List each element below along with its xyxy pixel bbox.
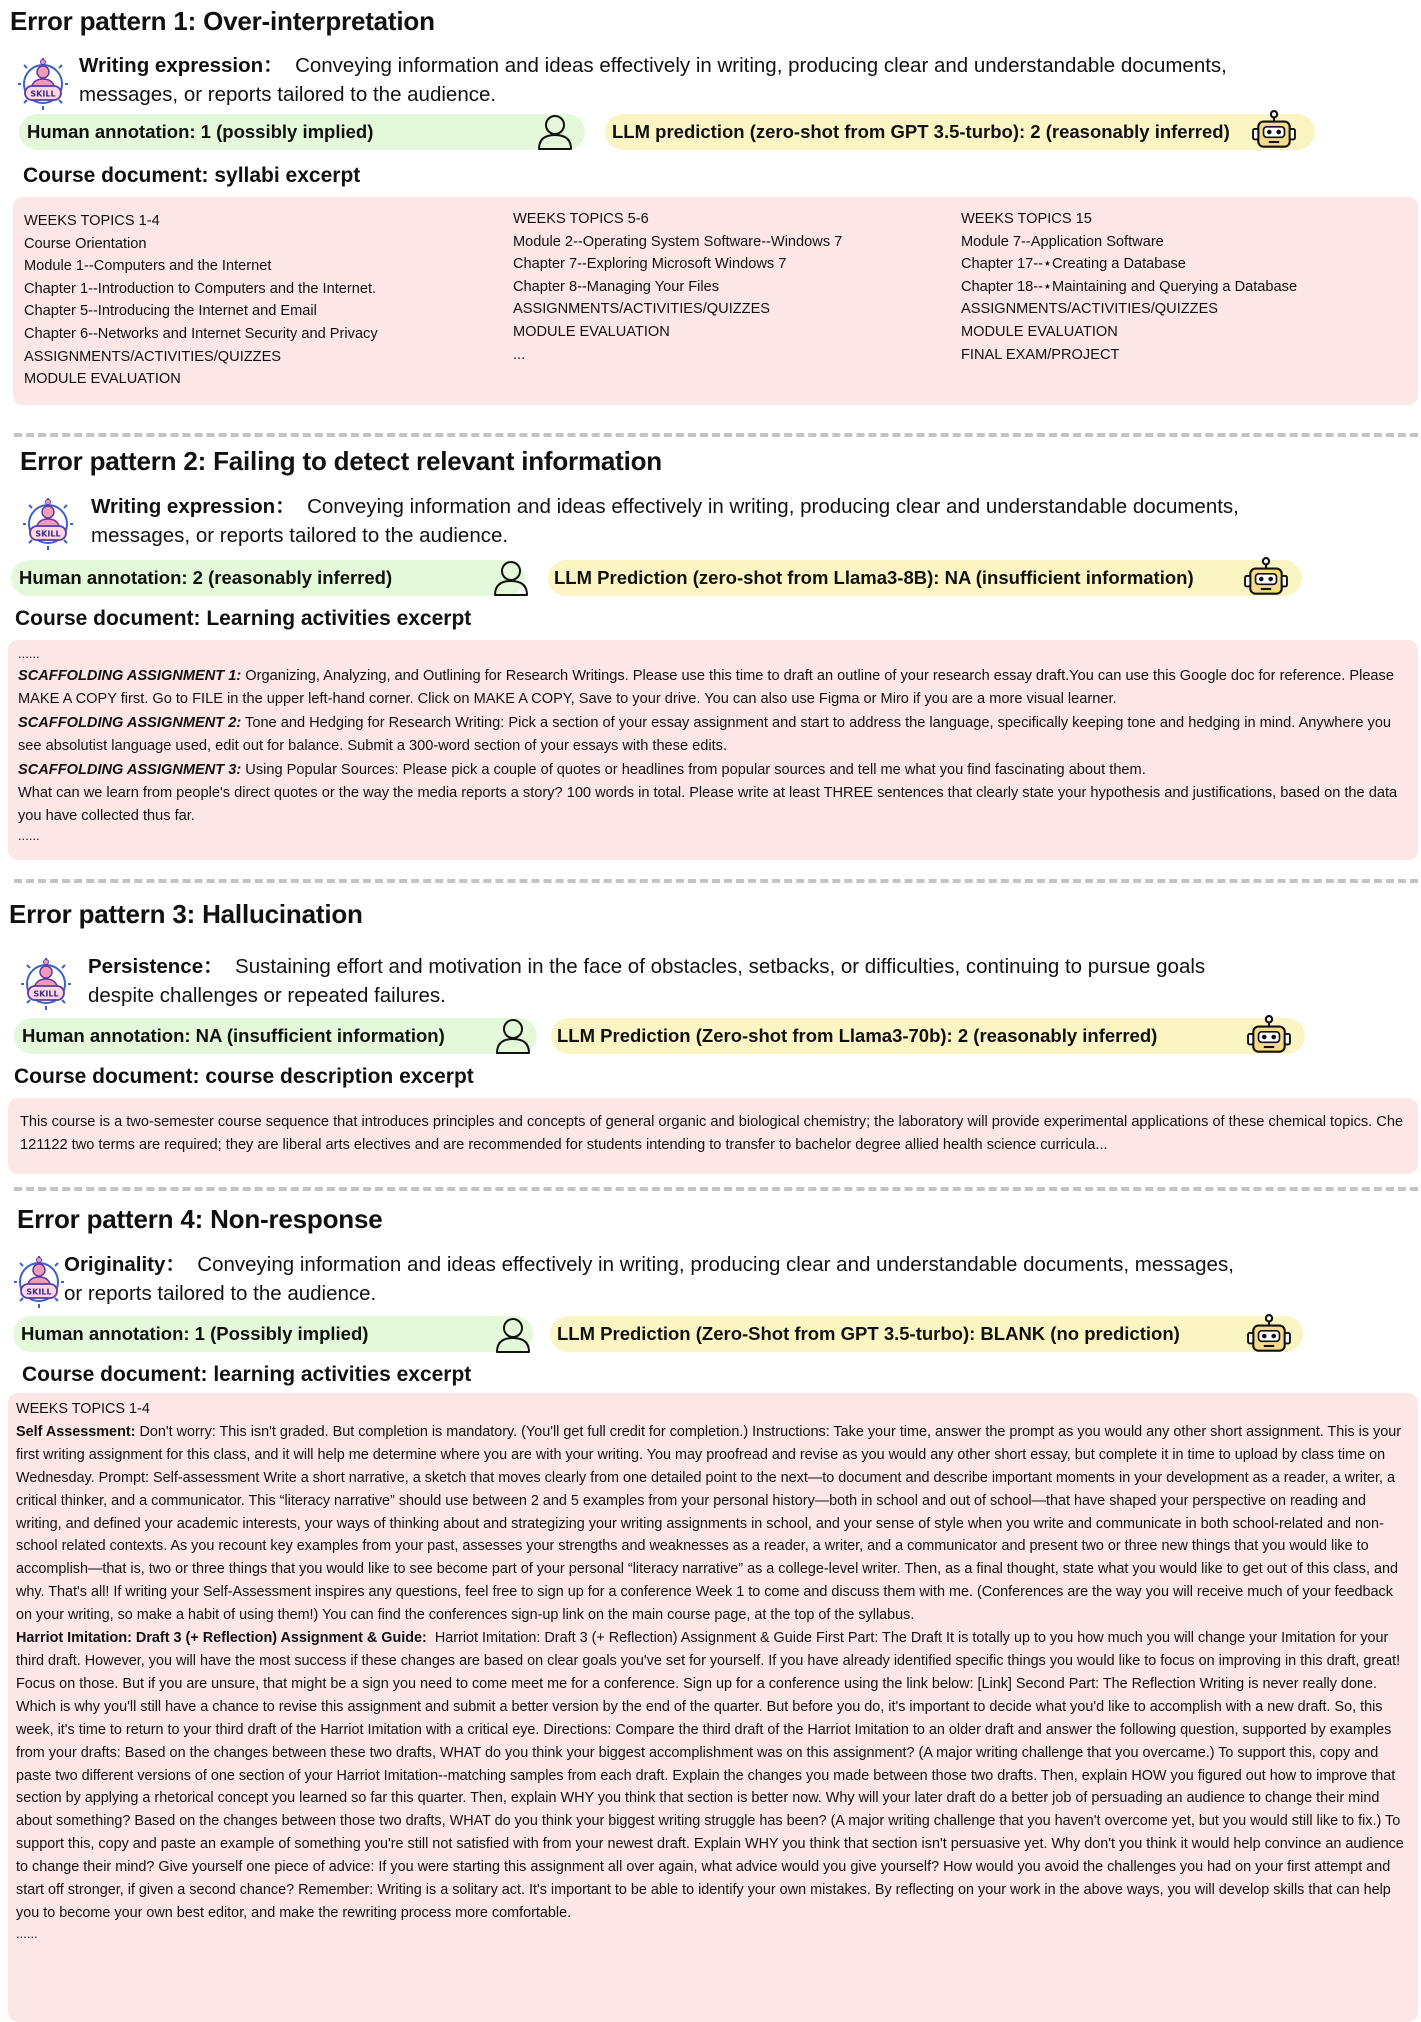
human-annotation-pill [13,1316,533,1352]
person-icon [537,113,573,151]
human-annotation-pill [14,1018,537,1054]
skill-description: Sustaining effort and motivation in the face of obstacles, setbacks, or difficulties, continuing to pursue goals [235,955,1206,978]
scaffolding-assignment-3-cont: What can we learn from people's direct quotes or the way the media reports a story? 100 words in total. Please write at least THREE sentences that clearly state your hypothesis and justifications, based on the data you have collected thus far. [18,785,1398,825]
assignment-label: SCAFFOLDING ASSIGNMENT 3: [18,761,242,778]
syllabus-line: Chapter 8--Managing Your Files [513,278,720,295]
llm-prediction-pill [605,114,1315,150]
syllabus-line: Module 1--Computers and the Internet [24,258,272,275]
learning-activities-excerpt-box [8,640,1418,860]
syllabus-line: WEEKS TOPICS 5-6 [513,211,649,227]
llm-prediction: LLM Prediction (zero-shot from Llama3-8B): NA (insufficient information) [554,567,1194,588]
human-annotation-pill [19,114,585,150]
robot-icon [1244,554,1288,602]
human-annotation: Human annotation: 1 (possibly implied) [27,121,374,142]
skill-gear-person-icon [18,50,68,112]
assignment-label: SCAFFOLDING ASSIGNMENT 1: [18,668,242,684]
person-icon [495,1316,531,1354]
skill-name: Writing expression [79,54,264,77]
syllabus-line: Module 7--Application Software [961,233,1164,250]
skill-name: Persistence [88,955,204,978]
syllabus-line: ASSIGNMENTS/ACTIVITIES/QUIZZES [961,301,1219,318]
human-annotation: Human annotation: 2 (reasonably inferred) [19,567,393,588]
person-icon [493,559,529,597]
pattern-4-skill: Originality： Conveying information and ideas effectively in writing, producing clear and understandable documents, messages, or reports tailored to the audience. [64,1250,1404,1308]
learning-activities-excerpt-box [8,1393,1418,2022]
syllabus-column-2 [513,208,842,366]
skill-gear-person-icon [23,490,73,552]
robot-icon [1247,1311,1291,1359]
scaffolding-assignment-2 [18,712,1408,759]
llm-prediction-pill [551,1018,1305,1054]
ellipsis: ...... [18,646,40,661]
person-icon [495,1017,531,1055]
scaffolding-assignment-3 [18,759,1408,782]
skill-description: Conveying information and ideas effectively in writing, producing clear and understandable documents, [295,54,1227,77]
human-annotation: Human annotation: 1 (Possibly implied) [21,1323,369,1344]
section-separator [14,879,1418,883]
syllabus-line: Chapter 7--Exploring Microsoft Windows 7 [513,256,787,273]
skill-description: Conveying information and ideas effectively in writing, producing clear and understandable documents, messages, [197,1253,1234,1276]
human-annotation-pill [11,560,525,596]
pattern-2-skill: Writing expression： Conveying information and ideas effectively in writing, producing clear and understandable documents, messages, or reports tailored to the audience. [91,492,1391,550]
skill-description: Conveying information and ideas effectively in writing, producing clear and understandable documents, [307,495,1239,518]
assignment-label: SCAFFOLDING ASSIGNMENT 2: [18,714,242,731]
syllabus-line: ASSIGNMENTS/ACTIVITIES/QUIZZES [513,301,771,318]
course-document-label: Course document: syllabi excerpt [23,164,361,187]
syllabus-line: Module 2--Operating System Software--Windows 7 [513,233,843,250]
section-separator [14,433,1418,437]
llm-prediction: LLM Prediction (Zero-Shot from GPT 3.5-turbo): BLANK (no prediction) [557,1323,1180,1344]
llm-prediction: LLM prediction (zero-shot from GPT 3.5-turbo): 2 (reasonably inferred) [612,121,1230,142]
self-assessment [16,1421,1408,1627]
llm-prediction-pill [548,560,1302,596]
pattern-1-title: Error pattern 1: Over-interpretation [10,6,435,36]
syllabus-line: WEEKS TOPICS 1-4 [24,213,160,229]
llm-prediction-pill [550,1316,1303,1352]
llm-prediction: LLM Prediction (Zero-shot from Llama3-70b): 2 (reasonably inferred) [557,1025,1158,1046]
assignment-text: Tone and Hedging for Research Writing: Pick a section of your essay assignment and start to address the language, specifically keeping tone and hedging in mind. Anywhere you see absolutist language used, edit out for balance. Submit a 300-word section of your essays with these edits. [18,714,1392,755]
scaffolding-assignment-1 [18,665,1408,712]
skill-gear-person-icon [21,950,71,1012]
syllabus-column-1 [24,210,378,391]
robot-icon [1252,107,1296,155]
assignment-text: Organizing, Analyzing, and Outlining for Research Writings. Please use this time to draft an outline of your research essay draft.You can use this Google doc for reference. Please MAKE A COPY first. Go to FILE in the upper left-hand corner. Click on MAKE A COPY, Save to your drive. You can also use Figma or Miro if you are a more visual learner. [18,668,1394,708]
assignment-text: Using Popular Sources: Please pick a couple of quotes or headlines from popular sources and tell me what you find fascinating about them. [245,761,1146,778]
course-document-label: Course document: Learning activities excerpt [15,607,472,630]
syllabus-line: Course Orientation [24,235,147,252]
harriot-imitation [16,1627,1408,1925]
syllabus-line: Chapter 5--Introducing the Internet and Email [24,303,317,320]
syllabus-line: WEEKS TOPICS 15 [961,211,1092,227]
section-separator [14,1187,1418,1191]
skill-description-cont: despite challenges or repeated failures. [88,984,446,1007]
syllabus-line: Chapter 17--⋆Creating a Database [961,256,1186,273]
skill-description-cont: messages, or reports tailored to the audience. [91,524,509,547]
syllabus-line: MODULE EVALUATION [24,371,181,388]
self-assessment-text: Don't worry: This isn't graded. But completion is mandatory. (You'll get full credit for completion.) Instructions: Take your time, answer the prompt as you would any other short assignment. This is your first writing assignment for this class, and it will help me determine where you are with your writing. You may proofread and revise as you would any other short essay, but complete it in time to upload by class time on Wednesday. Prompt: Self-assessment Write a short narrative, a sketch that moves clearly from one detailed point to the next—to document and describe important moments in your development as a reader, a writer, a critical thinker, and a communicator. This “literacy narrative” should use between 2 and 5 examples from your personal history—both in school and out of school—that have shaped your perspective on reading and writing, and defined your academic interests, your ways of thinking about and strategizing your writing assignments in school, and your sense of style when you write and communicate in both school-related and non-school related contexts. As you recount key examples from your past, assesses your strengths and weaknesses as a reader, a writer, and a communicator and present two or three new things that you would like to accomplish—that is, two or three things that you would like to see become part of your personal “literacy narrative” as a college-level writer. Then, as a final thought, state what you would like to get out of this class, and why. That's all! If writing your Self-Assessment inspires any questions, feel free to sign up for a conference Week 1 to come and discuss them with me. (Conferences are the way you will receive much of your feedback on your writing, so make a habit of using them!) You can find the conferences sign-up link on the main course page, at the top of the syllabus. [16,1423,1402,1624]
pattern-4-title: Error pattern 4: Non-response [17,1204,383,1234]
course-description-text: This course is a two-semester course sequence that introduces principles and concepts of general organic and biological chemistry; the laboratory will provide experimental applications of these chemical topics. Che 121122 two terms are required; they are liberal arts electives and are recommended for students intending to transfer to bachelor degree allied health science curricula... [20,1114,1404,1154]
skill-gear-person-icon [14,1248,64,1310]
syllabus-line: FINAL EXAM/PROJECT [961,346,1120,363]
harriot-imitation-label: Harriot Imitation: Draft 3 (+ Reflection) Assignment & Guide: [16,1630,427,1647]
syllabus-line: MODULE EVALUATION [961,323,1118,340]
weeks-topics: WEEKS TOPICS 1-4 [16,1401,150,1417]
pattern-1-skill: Writing expression： Conveying information and ideas effectively in writing, producing clear and understandable documents, messages, or reports tailored to the audience. [79,51,1379,109]
skill-description-cont: messages, or reports tailored to the audience. [79,83,497,106]
course-document-label: Course document: course description excerpt [14,1065,474,1088]
robot-icon [1247,1012,1291,1060]
syllabus-line: Chapter 1--Introduction to Computers and the Internet. [24,280,377,297]
syllabus-excerpt-box [13,197,1418,405]
harriot-imitation-text: Harriot Imitation: Draft 3 (+ Reflection) Assignment & Guide First Part: The Draft It is totally up to you how much you will change your Imitation for your third draft. However, you will have the most success if these changes are based on clear goals you've set for yourself. If you have already identified specific things you would like to focus on improving in this draft, great! Focus on those. But if you are unsure, that might be a sign you need to come meet me for a conference. Sign up for a conference using the link below: [Link] Second Part: The Reflection Writing is never really done. Which is why you'll still have a chance to revise this assignment and submit a better version by the end of the quarter. But before you do, it's important to decide what you'd like to accomplish with a new draft. So, this week, it's time to return to your third draft of the Harriot Imitation with a critical eye. Directions: Compare the third draft of the Harriot Imitation to an older draft and answer the following question, supported by examples from your drafts: Based on the changes between these two drafts, WHAT do you think your biggest accomplishment was on this assignment? (A major writing challenge that you overcame.) To support this, copy and paste two different versions of one section of your Harriot Imitation--matching samples from each draft. Explain the changes you made between those two drafts. Then, explain HOW you figured out how to improve that section by applying a rhetorical concept you learned so far this quarter. Then, explain WHY you think that section is better now. Why will your later draft do a better job of persuading an audience to change their mind about something? Based on the changes between those two drafts, WHAT do you think your biggest writing struggle has been? (A major writing challenge that you haven't overcome yet, but you would still like to fix.) To support this, copy and paste an example of something you're still not satisfied with from your newest draft. Explain WHY you think that section isn't persuasive yet. Why don't you think it would help convince an audience to change their mind? Give yourself one piece of advice: If you were starting this assignment all over again, what advice would you give yourself? How would you avoid the challenges you had on your first attempt and start off stronger, if given a second chance? Remember: Writing is a solitary act. It's important to be able to identify your own mistakes. By reflecting on your work in the above ways, you will develop skills that can help you to become your own best editor, and make the rewriting process more comfortable. [16,1630,1404,1921]
pattern-3-title: Error pattern 3: Hallucination [9,899,363,929]
ellipsis: ...... [18,827,40,843]
pattern-2-title: Error pattern 2: Failing to detect relevant information [20,446,662,476]
human-annotation: Human annotation: NA (insufficient information) [22,1025,445,1046]
syllabus-line: Chapter 18--⋆Maintaining and Querying a Database [961,278,1298,295]
self-assessment-label: Self Assessment: [16,1423,136,1440]
ellipsis: ...... [16,1925,38,1941]
course-document-label: Course document: learning activities excerpt [22,1363,472,1386]
syllabus-line: Chapter 6--Networks and Internet Security and Privacy [24,325,378,342]
skill-description-cont: or reports tailored to the audience. [64,1282,377,1305]
skill-name: Originality [64,1253,166,1276]
pattern-3-skill: Persistence： Sustaining effort and motivation in the face of obstacles, setbacks, or difficulties, continuing to pursue goals despite challenges or repeated failures. [88,952,1388,1010]
syllabus-line: ... [513,346,526,363]
syllabus-line: MODULE EVALUATION [513,323,670,340]
syllabus-line: ASSIGNMENTS/ACTIVITIES/QUIZZES [24,348,282,365]
syllabus-column-3 [961,208,1297,366]
course-description-excerpt-box [8,1098,1418,1174]
skill-name: Writing expression [91,495,276,518]
